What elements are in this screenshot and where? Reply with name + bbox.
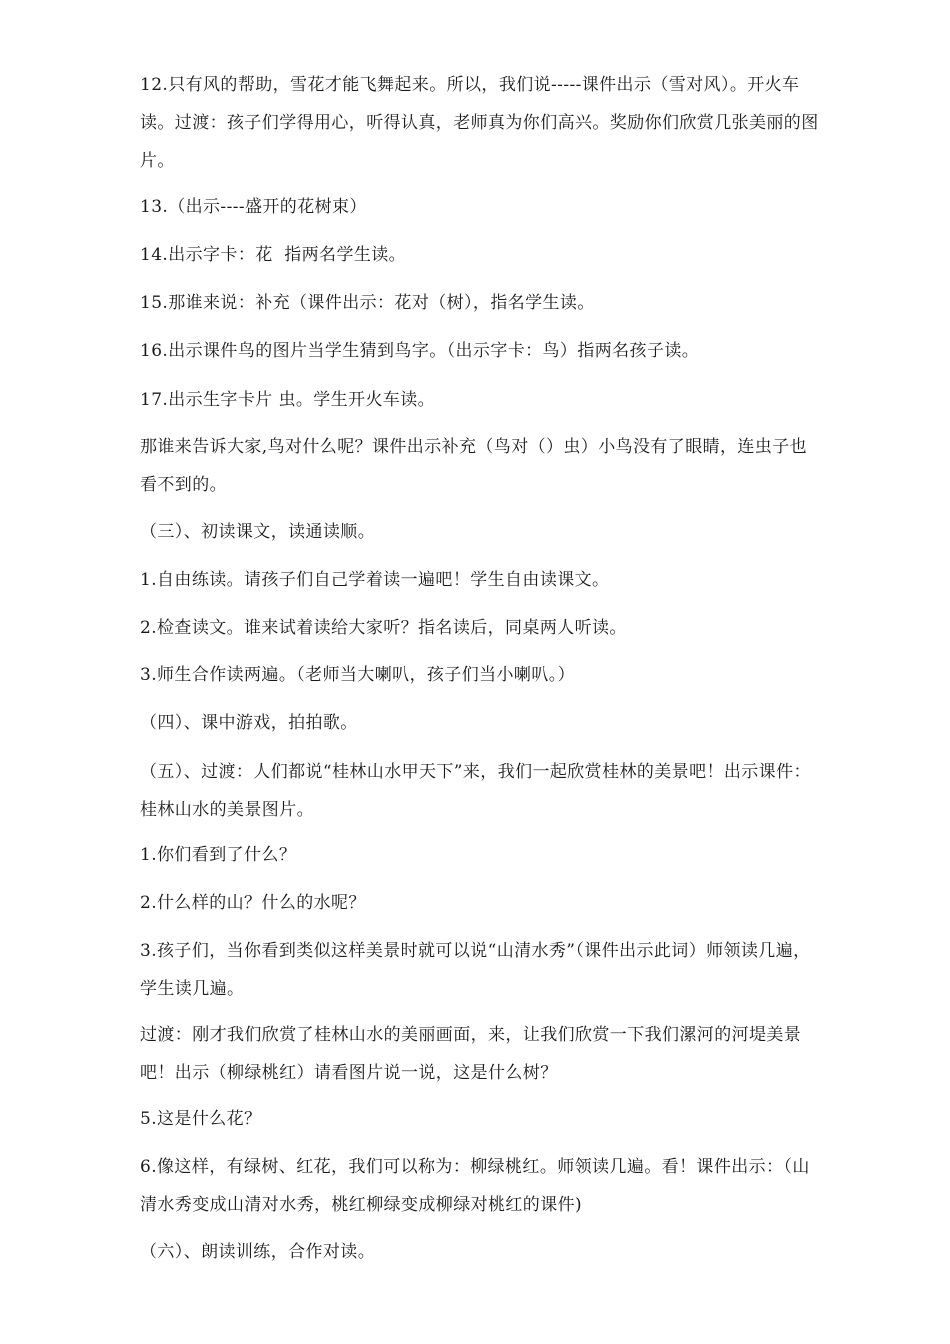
- paragraph-transition: 过渡：刚才我们欣赏了桂林山水的美丽画面，来，让我们欣赏一下我们漯河的河堤美景吧！出示（柳绿桃红）请看图片说一说，这是什么树？: [140, 1025, 802, 1083]
- paragraph-item-14: 14.出示字卡：花 指两名学生读。: [140, 245, 407, 265]
- paragraph-item-3-2: 2.检查读文。谁来试着读给大家听？指名读后，同桌两人听读。: [140, 618, 627, 638]
- paragraph-item-5-3: 3.孩子们，当你看到类似这样美景时就可以说“山清水秀”（课件出示此词）师领读几遍，学生读几遍。: [140, 941, 811, 999]
- paragraph-item-15: 15.那谁来说：补充（课件出示：花对（树），指名学生读。: [140, 293, 595, 313]
- paragraph-item-3-3: 3.师生合作读两遍。（老师当大喇叭，孩子们当小喇叭。）: [140, 665, 576, 685]
- section-heading-6: （六）、朗读训练，合作对读。: [140, 1242, 376, 1262]
- paragraph-bird-question: 那谁来告诉大家,鸟对什么呢？课件出示补充（鸟对（）虫）小鸟没有了眼睛，连虫子也看不到的。: [140, 437, 808, 495]
- section-heading-5: （五）、过渡：人们都说“桂林山水甲天下”来，我们一起欣赏桂林的美景吧！出示课件：桂林山水的美景图片。: [140, 762, 811, 820]
- section-heading-3: （三）、初读课文，读通读顺。: [140, 522, 376, 542]
- paragraph-item-3-1: 1.自由练读。请孩子们自己学着读一遍吧！学生自由读课文。: [140, 570, 610, 590]
- paragraph-item-17: 17.出示生字卡片 虫。学生开火车读。: [140, 390, 436, 410]
- paragraph-item-5-6: 6.像这样，有绿树、红花，我们可以称为：柳绿桃红。师领读几遍。看！课件出示：（山清水秀变成山清对水秀，桃红柳绿变成柳绿对桃红的课件): [140, 1157, 810, 1215]
- paragraph-item-5-2: 2.什么样的山？什么的水呢？: [140, 893, 366, 913]
- section-heading-4: （四）、课中游戏，拍拍歌。: [140, 713, 358, 733]
- paragraph-item-5-1: 1.你们看到了什么？: [140, 845, 297, 865]
- paragraph-item-5-5: 5.这是什么花？: [140, 1109, 262, 1129]
- paragraph-item-16: 16.出示课件鸟的图片当学生猜到鸟字。（出示字卡：鸟）指两名孩子读。: [140, 341, 700, 361]
- paragraph-item-13: 13.（出示----盛开的花树束）: [140, 197, 367, 217]
- paragraph-item-12: 12.只有风的帮助，雪花才能飞舞起来。所以，我们说-----课件出示（雪对风）。开火车读。过渡：孩子们学得用心，听得认真，老师真为你们高兴。奖励你们欣赏几张美丽的图片。: [140, 75, 819, 171]
